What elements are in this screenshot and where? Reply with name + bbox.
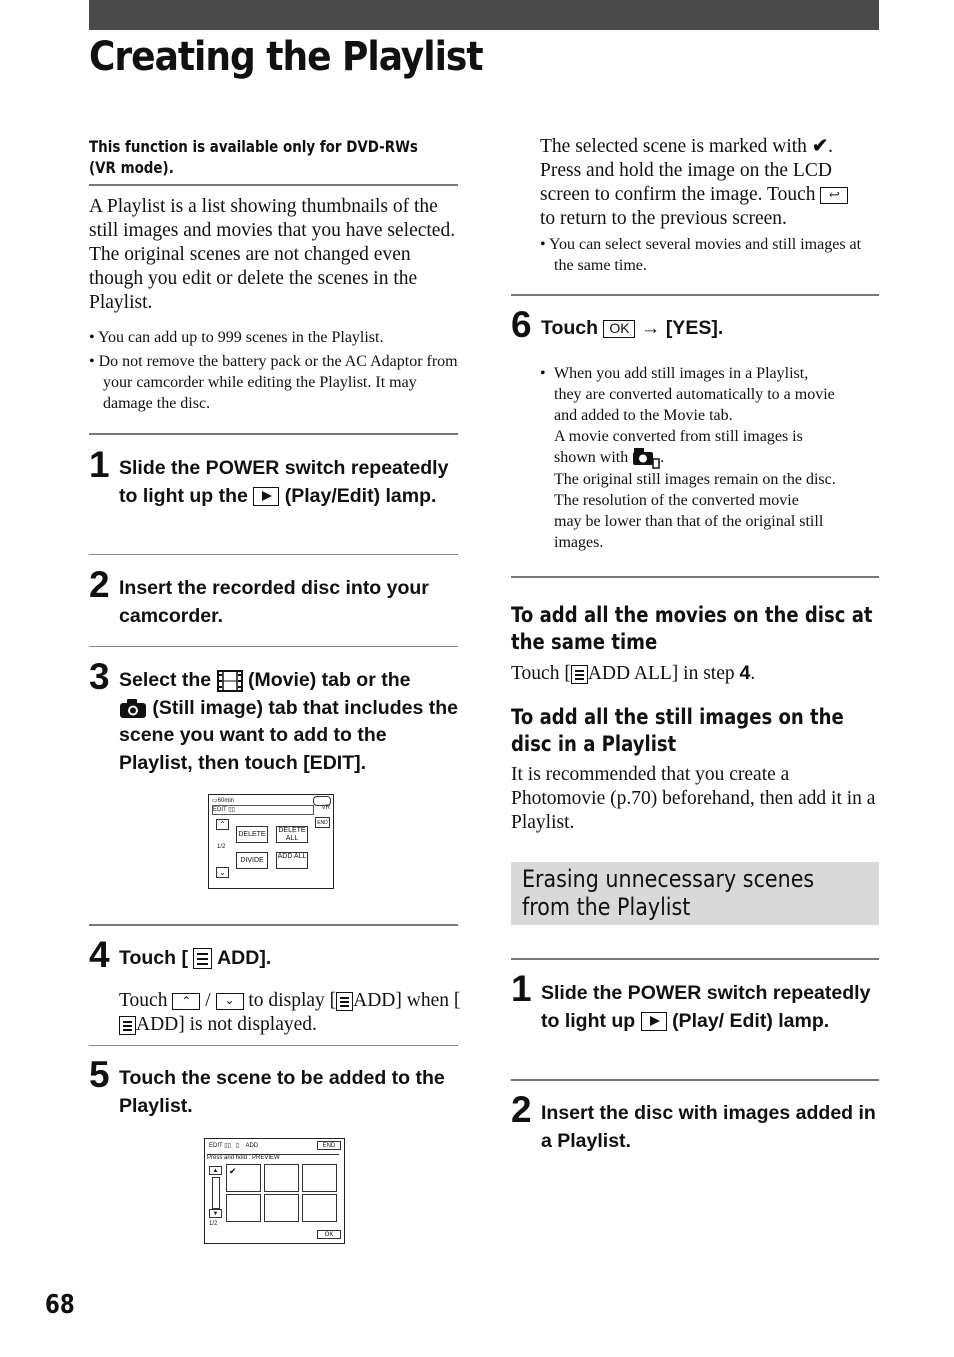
step-number: 2: [511, 1089, 532, 1130]
step-number: 6: [511, 304, 532, 345]
thumbnail[interactable]: [226, 1164, 261, 1192]
camera-icon: [119, 698, 147, 719]
step-note: Touch ⌃ / ⌄ to display [ ADD] when [ ADD] is not displayed.: [119, 990, 461, 1035]
subsection-heading: To add all the movies on the disc at the same time: [511, 603, 873, 655]
scroll-up-button[interactable]: ▲: [209, 1166, 222, 1175]
thumbnail[interactable]: [264, 1194, 299, 1222]
scroll-down-button[interactable]: ▼: [209, 1209, 222, 1218]
thumbnail[interactable]: [302, 1194, 337, 1222]
step-number: 4: [89, 934, 110, 975]
scroll-up-button[interactable]: ⌃: [216, 819, 229, 830]
subsection-body: Touch [ ADD ALL] in step 4.: [511, 662, 756, 684]
check-icon: ✔: [229, 1166, 237, 1176]
step-text: Slide the POWER switch repeatedly to light up (Play/ Edit) lamp.: [541, 982, 871, 1032]
header-bar: [89, 0, 879, 30]
thumbnail[interactable]: [302, 1164, 337, 1192]
divide-button[interactable]: DIVIDE: [236, 852, 268, 869]
delete-all-button[interactable]: DELETE ALL: [276, 826, 308, 843]
step5-result: The selected scene is marked with ✔. Press and hold the image on the LCD screen to confirm the image. Touch ↩ to return to the previous screen.: [540, 135, 885, 231]
page-indicator: 1/2: [209, 1221, 218, 1227]
step-number: 1: [89, 444, 110, 485]
end-button[interactable]: END: [315, 817, 330, 828]
divider: [89, 433, 458, 435]
lcd-edit-screen: [208, 794, 334, 889]
divider: [511, 958, 879, 960]
lcd-add-screen: [204, 1138, 345, 1244]
divider: [511, 576, 879, 578]
scrollbar[interactable]: [212, 1177, 220, 1209]
divider: [511, 1079, 879, 1081]
divider: [89, 924, 458, 926]
bullet-item: • You can add up to 999 scenes in the Playlist.: [89, 329, 384, 346]
play-edit-icon: [253, 487, 279, 506]
step6-bullet: • When you add still images in a Playlist, they are converted automatically to a movie and added to the Movie tab. A movie converted from still images is shown with . The original still images remain on the disc. The resolution of the converted movie may be lower than that of the original still images.: [540, 365, 836, 552]
divider: [89, 554, 458, 555]
step-text: Select the (Movie) tab or the (Still image) tab that includes the scene you want to add to the Playlist, then touch [EDIT].: [119, 669, 458, 774]
thumbnail[interactable]: [226, 1194, 261, 1222]
ok-icon: OK: [603, 320, 635, 338]
film-icon: [217, 670, 243, 692]
divider: [89, 646, 458, 647]
delete-button[interactable]: DELETE: [236, 826, 268, 843]
list-add-icon: [119, 1016, 136, 1035]
step-text: Touch the scene to be added to the Playlist.: [119, 1067, 445, 1117]
scroll-up-icon: ⌃: [172, 993, 200, 1010]
list-add-icon: [193, 948, 212, 969]
bullet-item: • You can select several movies and still images at the same time.: [540, 236, 862, 274]
thumbnail[interactable]: [264, 1164, 299, 1192]
preview-hint: Press and hold : PREVIEW: [207, 1154, 339, 1161]
camera-movie-icon: [632, 447, 660, 469]
remaining-time: ▭60min: [212, 798, 235, 804]
check-icon: ✔: [811, 136, 829, 157]
divider: [89, 1045, 458, 1046]
step-number: 2: [89, 564, 110, 605]
intro-bullets: [89, 327, 458, 414]
intro-paragraph: A Playlist is a list showing thumbnails of the still images and movies that you have selected. The original scenes are not changed even though you edit or delete the scenes in the Playlist.: [89, 196, 456, 313]
step-text: Touch [ ADD].: [119, 947, 272, 969]
step-number: 3: [89, 656, 110, 697]
bullet-item: • Do not remove the battery pack or the AC Adaptor from your camcorder while editing the Playlist. It may damage the disc.: [89, 353, 458, 412]
scroll-down-icon: ⌄: [216, 993, 244, 1010]
disc-icon: [313, 796, 331, 806]
screen-header: EDIT ▯▯ ▯ ADD: [209, 1143, 259, 1149]
divider: [89, 184, 458, 186]
availability-note: This function is available only for DVD-RWs (VR mode).: [89, 137, 418, 177]
list-add-icon: [571, 665, 588, 684]
play-edit-icon: [641, 1012, 667, 1031]
return-icon: ↩: [820, 187, 848, 204]
step-number: 1: [511, 968, 532, 1009]
page-indicator: 1/2: [217, 844, 226, 850]
step-text: Touch OK → [YES].: [541, 317, 724, 339]
list-add-icon: [336, 992, 353, 1011]
step5-bullet: [540, 234, 880, 276]
section-heading: Erasing unnecessary scenes from the Playlist: [522, 865, 815, 921]
arrow-right-icon: →: [640, 317, 661, 339]
subsection-heading: To add all the still images on the disc in a Playlist: [511, 705, 844, 757]
vr-badge: VR: [321, 805, 330, 811]
tab-edit[interactable]: EDIT ▯▯: [212, 805, 314, 815]
divider: [511, 294, 879, 296]
page-number: 68: [45, 1290, 75, 1320]
step-text: Insert the disc with images added in a Playlist.: [541, 1102, 876, 1152]
page-title: Creating the Playlist: [89, 34, 483, 80]
step-number: 5: [89, 1054, 110, 1095]
end-button[interactable]: END: [317, 1141, 341, 1150]
add-button[interactable]: ADD ALL: [276, 852, 308, 869]
step-text: Insert the recorded disc into your camcorder.: [119, 577, 429, 627]
step-text: Slide the POWER switch repeatedly to light up the (Play/Edit) lamp.: [119, 457, 449, 507]
ok-button[interactable]: OK: [317, 1230, 341, 1239]
subsection-body: It is recommended that you create a Photomovie (p.70) beforehand, then add it in a Playlist.: [511, 764, 876, 833]
scroll-down-button[interactable]: ⌄: [216, 867, 229, 878]
